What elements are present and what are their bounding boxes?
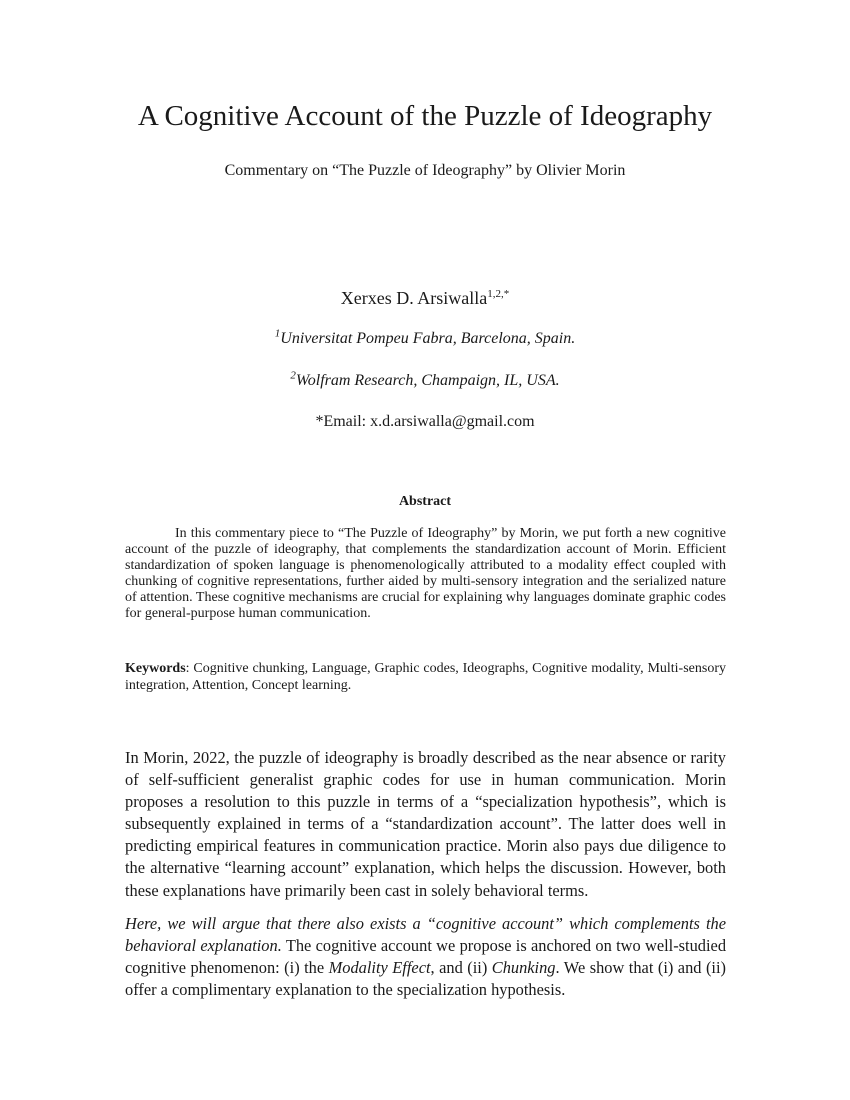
paper-subtitle: Commentary on “The Puzzle of Ideography” by Olivier Morin [224,162,626,179]
affiliation-2-text: Wolfram Research, Champaign, IL, USA. [295,372,560,389]
affiliation-1-mark: 1 [274,327,281,340]
body-paragraph-1: In Morin, 2022, the puzzle of ideography is broadly described as the near absence or rarity of self-sufficient generalist graphic codes for use in human communication. Morin proposes a resolution to this puzzle in terms of a “specialization hypothesis”, which is subsequently explained in terms of a “standardization account”. The latter does well in predicting empirical features in communication practice. Morin also pays due diligence to the alternative “learning account” explanation, which helps the discussion. However, both these explanations have primarily been cast in solely behavioral terms. [125,748,726,900]
keywords [125,660,726,694]
author-line [0,286,850,310]
paragraph-2-text-1: The cognitive account we propose is anchored on two well-studied cognitive phenomenon: (i) the [125,936,727,978]
body-paragraph-2 [125,913,726,1001]
term-modality-effect: Modality Effect [328,958,431,978]
abstract-heading: Abstract [398,494,452,509]
author-email: *Email: x.d.arsiwalla@gmail.com [315,413,535,430]
author-affiliation-marks: 1,2,* [487,288,510,300]
keywords-text: : Cognitive chunking, Language, Graphic codes, Ideographs, Cognitive modality, Multi-sensory integration, Attention, Concept learning. [125,661,726,693]
affiliation-1-text: Universitat Pompeu Fabra, Barcelona, Spain. [280,330,576,347]
affiliation-2-mark: 2 [290,369,296,382]
affiliation-2 [0,370,850,392]
paper-title: A Cognitive Account of the Puzzle of Ideography [137,100,713,132]
keywords-label: Keywords [125,661,186,676]
paragraph-2-lead: Here, we will argue that there also exists a “cognitive account” which complements the behavioral explanation. [125,914,726,956]
paragraph-2-text-3: . We show that (i) and (ii) offer a complimentary explanation to the specialization hypothesis. [125,958,726,1000]
affiliation-1 [0,328,850,350]
term-chunking: Chunking [491,958,556,978]
paragraph-2-text-2: , and (ii) [430,958,492,978]
author-name: Xerxes D. Arsiwalla [340,288,488,308]
abstract-body: In this commentary piece to “The Puzzle of Ideography” by Morin, we put forth a new cognitive account of the puzzle of ideography, that complements the standardization account of Morin. Efficient standardization of spoken language is phenomenologically attributed to a modality effect coupled with chunking of cognitive representations, further aided by multi-sensory integration and the serialized nature of attention. These cognitive mechanisms are crucial for explaining why languages dominate graphic codes for general-purpose human communication. [125,526,726,622]
